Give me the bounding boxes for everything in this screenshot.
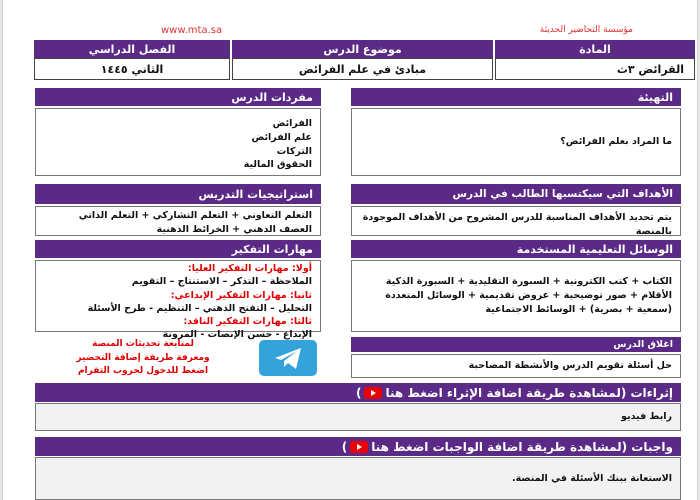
enrichment-text[interactable]: رابط فيديو <box>621 411 672 423</box>
thinking-line-3: الإبداع - حسن الإنصات - المرونة <box>162 329 312 341</box>
enrichment-paren: ) <box>355 385 362 400</box>
homework-header[interactable] <box>35 437 681 456</box>
strategies-line-1: التعلم التعاوني + التعلم التشاركي + التعلم الذاتي <box>78 210 312 221</box>
tools-line-3: (سمعية + بصرية) + الوسائط الاجتماعية <box>485 303 672 315</box>
lesson-plan-page <box>2 0 698 500</box>
telegram-icon[interactable] <box>259 340 317 376</box>
site-url[interactable]: www.mta.sa <box>161 25 223 36</box>
homework-text: الاستعانة ببنك الأسئلة في المنصة. <box>511 472 672 484</box>
closing-text: حل أسئلة تقويم الدرس والأنشطة المصاحبة <box>468 360 672 372</box>
value-topic: مبادئ في علم الفرائض <box>232 58 493 80</box>
tools-line-1: الكتاب + كتب الكترونية + السبورة التقليدية + السبورة الذكية <box>385 276 672 287</box>
vocab-item: الفرائض <box>272 118 312 129</box>
thinking-box <box>35 260 321 341</box>
value-subject: القرائض ٣ث <box>495 58 695 80</box>
homework-title: واجبات (لمشاهدة طريقة اضافة الواجبات اضغط هنا <box>371 439 673 454</box>
closing-header: اغلاق الدرس <box>351 337 681 352</box>
goals-text: يتم تحديد الأهداف المناسبة للدرس المشروح من الأهداف الموجودة بالمنصة <box>362 212 672 237</box>
tools-box <box>351 260 681 332</box>
tools-line-2: الأقلام + صور توضيحية + عروض تقديمية + الوسائل المتعددة <box>385 289 672 301</box>
thinking-line-1: الملاحظة – التذكر – الاستنتاج – التقويم <box>131 276 312 288</box>
strategies-header: استراتيجيات التدريس <box>35 184 321 204</box>
closing-box <box>351 354 681 378</box>
thinking-heading-2: ثانيا: مهارات التفكير الإبداعي: <box>170 289 312 301</box>
strategies-line-2: العصف الذهني + الخرائط الذهنية <box>156 223 312 235</box>
header-topic: موضوع الدرس <box>232 40 493 58</box>
vocab-item: الحقوق المالية <box>243 159 312 171</box>
intro-text: ما المراد بعلم الفرائض؟ <box>560 136 672 148</box>
value-semester: الثاني ١٤٤٥ <box>34 58 230 80</box>
enrichment-header[interactable] <box>35 383 681 402</box>
homework-paren: ) <box>341 439 348 454</box>
telegram-line-1: لمتابعة تحديثات المنصة <box>92 339 194 349</box>
thinking-line-2: التحليل – التفتح الذهني – التنظيم - طرح الأسئلة <box>87 302 312 314</box>
strategies-box <box>35 206 321 236</box>
vocab-item: التركات <box>276 145 312 157</box>
vocab-box <box>35 108 321 176</box>
intro-box <box>351 108 681 176</box>
enrichment-box <box>35 403 681 431</box>
youtube-icon[interactable] <box>350 441 368 453</box>
enrichment-title: إثراءات (لمشاهدة طريقة اضافة الإثراء اضغط هنا <box>385 385 673 400</box>
telegram-line-3: اضغط للدخول لجروب التقرام <box>77 366 209 376</box>
header-semester: الفصل الدراسي <box>34 40 230 58</box>
intro-header: التهيئة <box>351 88 681 106</box>
goals-box <box>351 206 681 236</box>
vocab-header: مفردات الدرس <box>35 88 321 106</box>
thinking-header: مهارات التفكير <box>35 240 321 258</box>
thinking-heading-3: ثالثا: مهارات التفكير الناقد: <box>183 316 312 328</box>
youtube-icon[interactable] <box>364 387 382 399</box>
tools-header: الوسائل التعليمية المستخدمة <box>351 240 681 258</box>
telegram-promo[interactable] <box>73 338 213 379</box>
homework-box <box>35 457 681 500</box>
org-name: مؤسسة التحاضير الحديثة <box>539 25 633 35</box>
telegram-line-2: ومعرفة طريقة إضافة التحضير <box>76 352 210 363</box>
header-subject: المادة <box>495 40 695 58</box>
thinking-heading-1: أولا: مهارات التفكير العليا: <box>187 263 312 274</box>
goals-header: الأهداف التي سيكتسبها الطالب في الدرس <box>351 184 681 204</box>
vocab-item: علم الفرائض <box>251 131 312 143</box>
